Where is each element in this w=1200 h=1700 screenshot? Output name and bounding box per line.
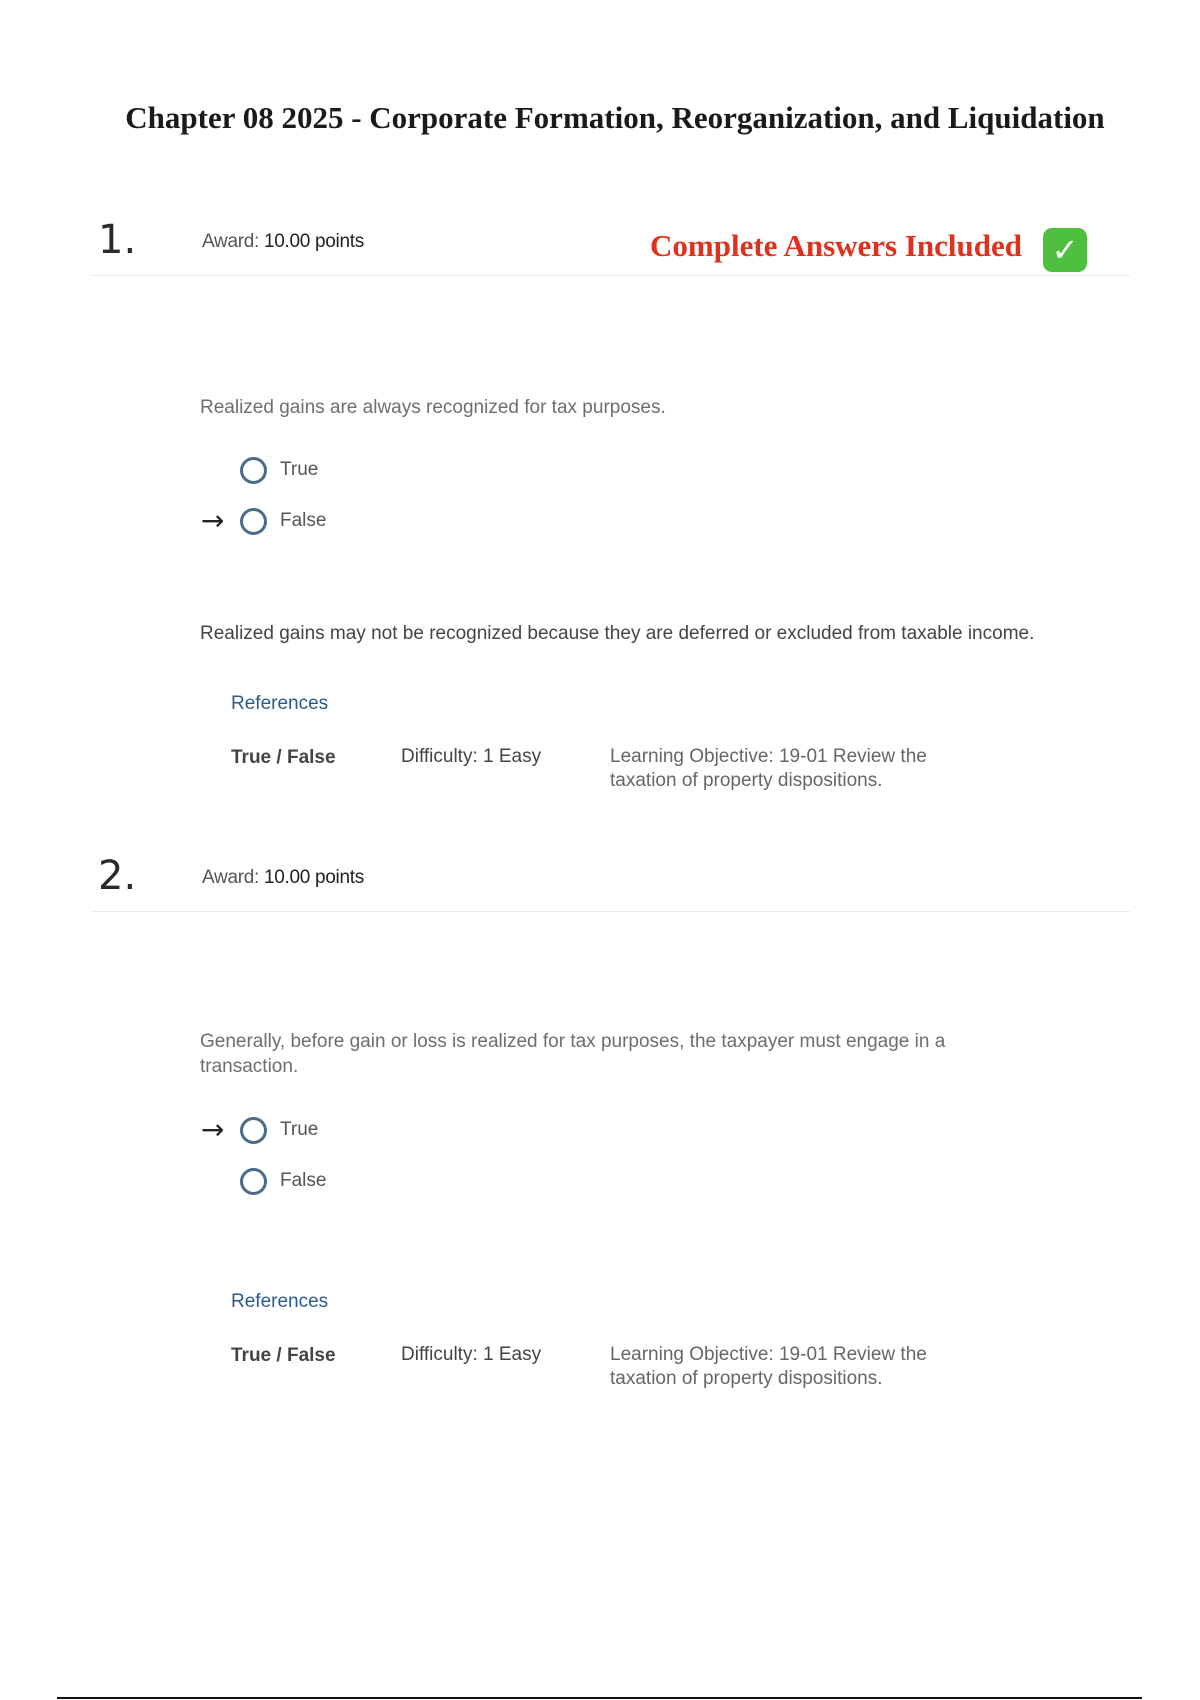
radio-button[interactable] bbox=[240, 1168, 267, 1195]
award-label: Award: bbox=[202, 231, 259, 252]
document-title: Chapter 08 2025 - Corporate Formation, Reorganization, and Liquidation bbox=[125, 100, 1105, 135]
learning-objective: Learning Objective: 19-01 Review the taxation of property dispositions. bbox=[610, 746, 927, 791]
difficulty: Difficulty: 1 Easy bbox=[401, 1344, 542, 1365]
award-value: 10.00 points bbox=[263, 867, 364, 888]
option-label: True bbox=[280, 459, 319, 480]
question-prompt: Realized gains are always recognized for tax purposes. bbox=[200, 397, 666, 418]
answer-explanation: Realized gains may not be recognized because they are deferred or excluded from taxable income. bbox=[200, 623, 1035, 644]
radio-button[interactable] bbox=[240, 457, 267, 484]
question-type: True / False bbox=[231, 747, 336, 768]
learning-objective: Learning Objective: 19-01 Review the taxation of property dispositions. bbox=[610, 1344, 927, 1389]
question-number: 1. bbox=[98, 217, 137, 263]
promo-banner: Complete Answers Included bbox=[650, 228, 1023, 263]
answer-arrow-icon: → bbox=[201, 504, 225, 537]
divider bbox=[90, 275, 1130, 276]
radio-button[interactable] bbox=[240, 508, 267, 535]
check-mark-button-icon: ✓ bbox=[1043, 228, 1087, 272]
difficulty: Difficulty: 1 Easy bbox=[401, 746, 542, 767]
option-label: False bbox=[280, 1170, 327, 1191]
option-false[interactable] bbox=[240, 1166, 326, 1196]
references-link[interactable]: References bbox=[231, 693, 329, 714]
radio-button[interactable] bbox=[240, 1117, 267, 1144]
question-number: 2. bbox=[98, 853, 137, 899]
question-prompt: Generally, before gain or loss is realized for tax purposes, the taxpayer must engage in a transaction. bbox=[200, 1031, 946, 1077]
references-link[interactable]: References bbox=[231, 1291, 329, 1312]
page-bottom-rule bbox=[57, 1697, 1142, 1699]
award-points bbox=[202, 867, 364, 889]
answer-arrow-icon: → bbox=[201, 1113, 225, 1146]
option-true[interactable] bbox=[240, 1115, 318, 1145]
option-true[interactable] bbox=[240, 455, 318, 485]
award-value: 10.00 points bbox=[263, 231, 364, 252]
award-label: Award: bbox=[202, 867, 259, 888]
option-false[interactable] bbox=[240, 506, 326, 536]
divider bbox=[90, 911, 1130, 912]
question-type: True / False bbox=[231, 1345, 336, 1366]
option-label: False bbox=[280, 510, 327, 531]
option-label: True bbox=[280, 1119, 319, 1140]
award-points bbox=[202, 231, 364, 253]
